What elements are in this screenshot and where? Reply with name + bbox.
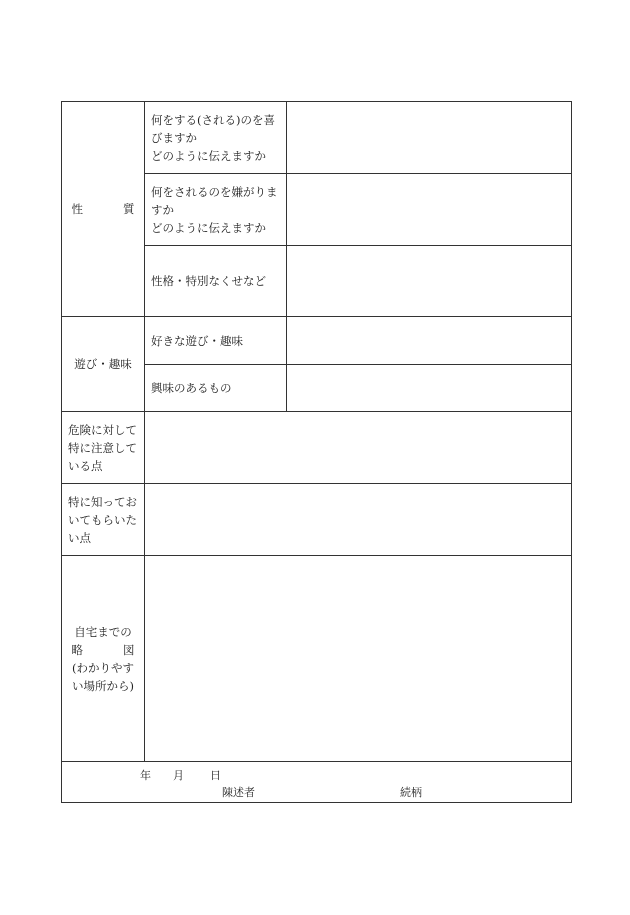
item-likes-line2: びますか xyxy=(151,130,197,145)
item-likes-line3: どのように伝えますか xyxy=(151,148,266,163)
kiken-line2: 特に注意して xyxy=(68,440,137,455)
footer-month: 月 xyxy=(173,769,184,782)
item-dislikes-line1: 何をされるのを嫌がりま xyxy=(151,184,278,199)
seishitsu-label-char1: 性 xyxy=(71,202,83,216)
item-favorite-play-answer-field[interactable] xyxy=(287,317,572,365)
footer-relationship-label: 続柄 xyxy=(400,786,422,799)
kiken-line1: 危険に対して xyxy=(68,422,137,437)
shitte-category xyxy=(62,484,145,556)
asobi-category xyxy=(62,317,145,412)
item-interests-answer-field[interactable] xyxy=(287,365,572,412)
ryakuzu-line2 xyxy=(62,641,144,659)
ryakuzu-line4: い場所から) xyxy=(72,678,134,693)
ryakuzu-line2-char1: 略 xyxy=(71,642,83,657)
item-dislikes-answer-field[interactable] xyxy=(287,174,572,246)
ryakuzu-line3: (わかりやす xyxy=(72,660,134,675)
asobi-label: 遊び・趣味 xyxy=(74,357,132,371)
footer-year: 年 xyxy=(140,769,151,782)
seishitsu-category xyxy=(62,102,145,317)
kiken-answer-field[interactable] xyxy=(145,412,572,484)
item-likes-answer-field[interactable] xyxy=(287,102,572,174)
item-personality-answer-field[interactable] xyxy=(287,246,572,317)
item-likes-label xyxy=(145,102,287,174)
shitte-line3: い点 xyxy=(68,530,91,545)
item-dislikes-label xyxy=(145,174,287,246)
item-interests-text: 興味のあるもの xyxy=(151,381,232,395)
shitte-line2: いてもらいた xyxy=(68,512,137,527)
kiken-line3: いる点 xyxy=(68,458,103,473)
shitte-line1: 特に知ってお xyxy=(68,494,137,509)
shitte-answer-field[interactable] xyxy=(145,484,572,556)
item-favorite-play-text: 好きな遊び・趣味 xyxy=(151,333,243,348)
item-personality-line1: 性格・特別なくせなど xyxy=(151,274,266,288)
kiken-category xyxy=(62,412,145,484)
item-favorite-play-label xyxy=(145,317,287,365)
item-dislikes-line2: すか xyxy=(151,202,174,217)
ryakuzu-line1: 自宅までの xyxy=(74,624,132,639)
item-likes-line1: 何をする(される)のを喜 xyxy=(151,112,275,127)
footer-declarant-label: 陳述者 xyxy=(222,786,255,799)
footer-row xyxy=(62,762,572,803)
profile-form-table xyxy=(61,101,572,803)
ryakuzu-category xyxy=(62,556,145,762)
item-personality-label xyxy=(145,246,287,317)
footer-day: 日 xyxy=(210,769,221,782)
item-dislikes-line3: どのように伝えますか xyxy=(151,220,266,235)
seishitsu-label-char2: 質 xyxy=(123,202,135,216)
ryakuzu-map-drawing-area[interactable] xyxy=(145,556,572,762)
item-interests-label xyxy=(145,365,287,412)
ryakuzu-line2-char2: 図 xyxy=(123,642,135,657)
